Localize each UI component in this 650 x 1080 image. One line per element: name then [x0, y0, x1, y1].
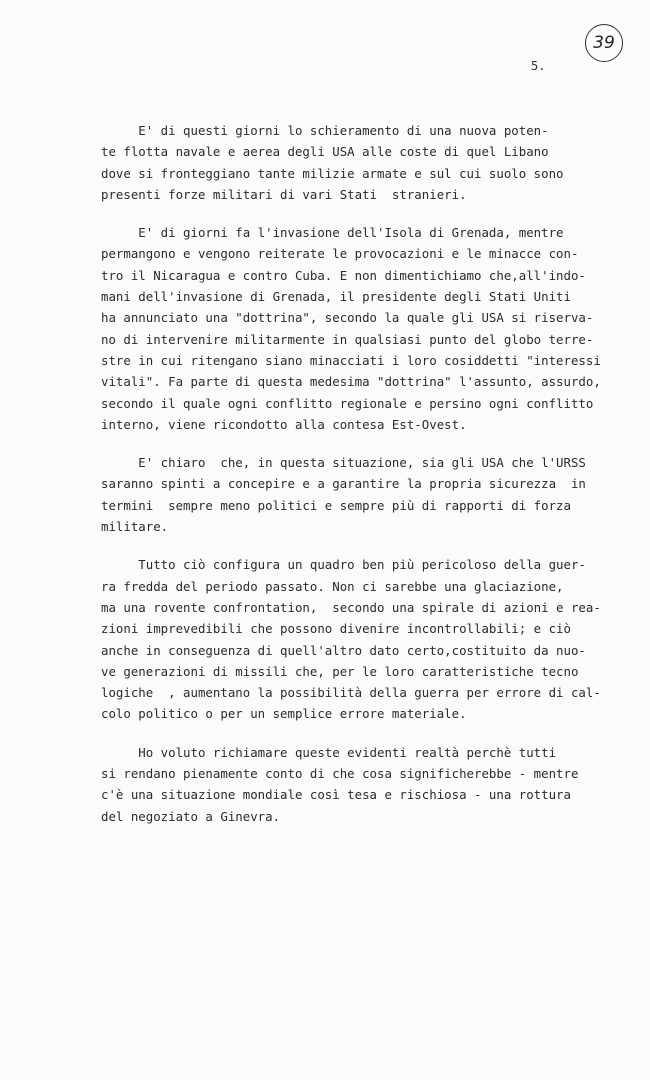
text-line: Tutto ciò configura un quadro ben più pericoloso della guer-: [101, 557, 586, 573]
paragraph: [101, 222, 606, 435]
document-body: [101, 120, 606, 844]
text-line: ra fredda del periodo passato. Non ci sarebbe una glaciazione,: [101, 578, 564, 594]
page-number: 5.: [531, 59, 546, 73]
text-line: tro il Nicaragua e contro Cuba. E non dimentichiamo che,all'indo-: [101, 267, 586, 283]
text-line: anche in conseguenza di quell'altro dato certo,costituito da nuo-: [101, 642, 586, 658]
text-line: colo politico o per un semplice errore materiale.: [101, 706, 467, 722]
text-line: saranno spinti a concepire e a garantire la propria sicurezza in: [101, 476, 586, 492]
text-line: presenti forze militari di vari Stati stranieri.: [101, 186, 467, 202]
text-line: del negoziato a Ginevra.: [101, 808, 281, 824]
text-line: secondo il quale ogni conflitto regionale e persino ogni conflitto: [101, 395, 594, 411]
text-line: termini sempre meno politici e sempre più di rapporti di forza: [101, 497, 571, 513]
text-line: interno, viene ricondotto alla contesa Est-Ovest.: [101, 416, 467, 432]
text-line: E' di giorni fa l'invasione dell'Isola di Grenada, mentre: [101, 225, 564, 241]
text-line: ve generazioni di missili che, per le loro caratteristiche tecno: [101, 663, 579, 679]
text-line: mani dell'invasione di Grenada, il presidente degli Stati Uniti: [101, 289, 571, 305]
page-stamp: 39: [585, 24, 623, 62]
text-line: permangono e vengono reiterate le provocazioni e le minacce con-: [101, 246, 579, 262]
text-line: E' di questi giorni lo schieramento di una nuova poten-: [101, 123, 549, 138]
text-line: no di intervenire militarmente in qualsiasi punto del globo terre-: [101, 331, 594, 347]
text-line: logiche , aumentano la possibilità della guerra per errore di cal-: [101, 685, 601, 701]
text-line: ha annunciato una "dottrina", secondo la quale gli USA si riserva-: [101, 310, 594, 326]
text-line: stre in cui ritengano siano minacciati i loro cosiddetti "interessi: [101, 352, 601, 368]
text-line: Ho voluto richiamare queste evidenti realtà perchè tutti: [101, 744, 557, 760]
paragraph: [101, 554, 606, 724]
text-line: E' chiaro che, in questa situazione, sia gli USA che l'URSS: [101, 455, 586, 471]
text-line: zioni imprevedibili che possono divenire incontrollabili; e ciò: [101, 621, 571, 637]
paragraph: [101, 120, 606, 205]
text-line: te flotta navale e aerea degli USA alle coste di quel Libano: [101, 144, 549, 160]
text-line: c'è una situazione mondiale così tesa e rischiosa - una rottura: [101, 787, 571, 803]
text-line: ma una rovente confrontation, secondo una spirale di azioni e rea-: [101, 599, 601, 615]
paragraph: [101, 452, 606, 537]
text-line: vitali". Fa parte di questa medesima "dottrina" l'assunto, assurdo,: [101, 374, 601, 390]
text-line: dove si fronteggiano tante milizie armate e sul cui suolo sono: [101, 165, 564, 181]
text-line: si rendano pienamente conto di che cosa significherebbe - mentre: [101, 766, 579, 782]
text-line: militare.: [101, 519, 169, 535]
paragraph: [101, 742, 606, 827]
